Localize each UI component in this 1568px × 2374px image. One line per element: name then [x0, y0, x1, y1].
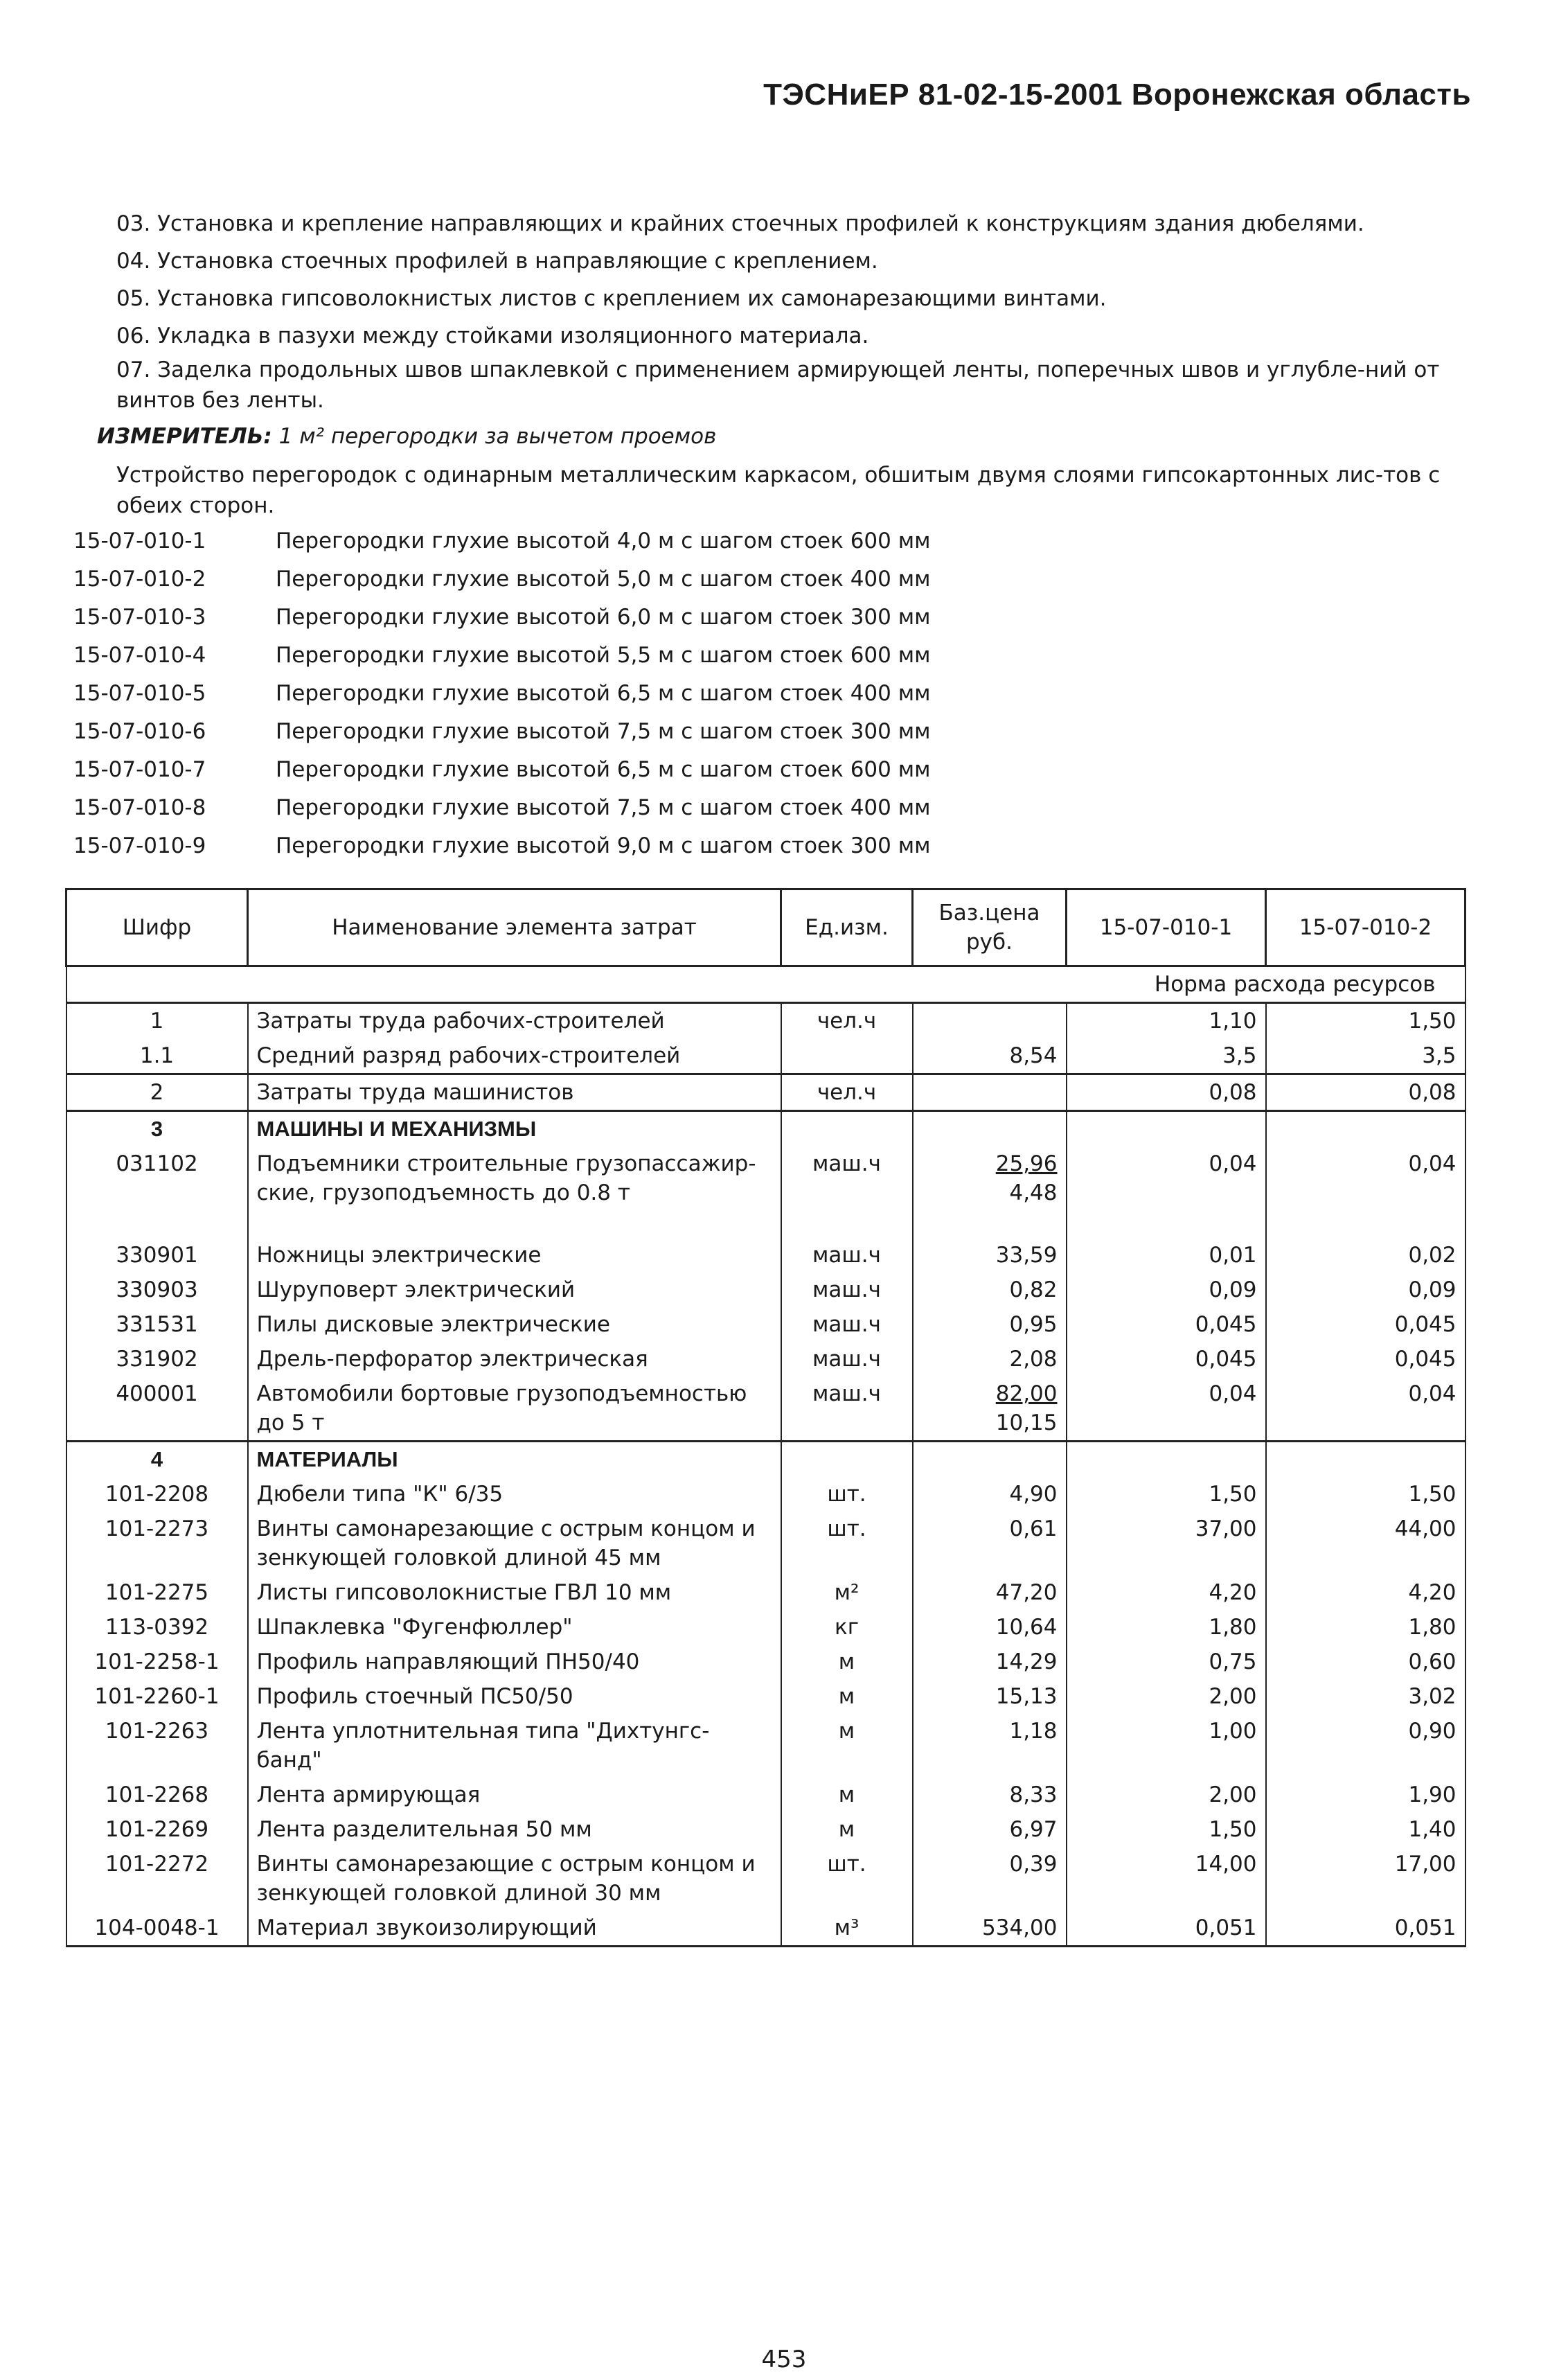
row-price: 4,90 — [913, 1477, 1067, 1512]
code-item — [73, 789, 931, 827]
header-name: Наименование элемента затрат — [248, 889, 781, 966]
code-id: 15-07-010-9 — [73, 833, 206, 858]
row-value-1: 0,08 — [1067, 1074, 1266, 1111]
row-price: 14,29 — [913, 1645, 1067, 1679]
table-row — [66, 1146, 1465, 1238]
table-row — [66, 1038, 1465, 1074]
code-id: 15-07-010-7 — [73, 757, 206, 782]
code-text: Перегородки глухие высотой 7,5 м с шагом стоек 300 мм — [276, 719, 931, 744]
row-price: 6,97 — [913, 1812, 1067, 1847]
row-code: 101-2260-1 — [66, 1679, 248, 1714]
row-code: 331902 — [66, 1342, 248, 1376]
row-value-1: 1,50 — [1067, 1812, 1266, 1847]
header-col1: 15-07-010-1 — [1067, 889, 1266, 966]
row-code: 101-2272 — [66, 1847, 248, 1911]
section-title: МАТЕРИАЛЫ — [248, 1442, 781, 1478]
work-step: 06. Укладка в пазухи между стойками изоляционного материала. — [116, 324, 869, 348]
work-steps — [116, 205, 1460, 421]
code-list — [73, 522, 931, 865]
row-value-2: 0,02 — [1266, 1238, 1465, 1273]
row-price-machinist: 10,15 — [995, 1410, 1058, 1435]
table-row — [66, 1714, 1465, 1778]
row-value-1: 0,051 — [1067, 1911, 1266, 1947]
row-price: 15,13 — [913, 1679, 1067, 1714]
code-item — [73, 713, 931, 751]
row-price-machinist: 4,48 — [1009, 1180, 1058, 1205]
row-value-1: 3,5 — [1067, 1038, 1266, 1074]
row-name: Автомобили бортовые грузоподъемностью до 5 т — [248, 1376, 781, 1442]
row-code: 330901 — [66, 1238, 248, 1273]
row-value-1: 2,00 — [1067, 1778, 1266, 1812]
section-number: 4 — [66, 1442, 248, 1478]
row-unit: чел.ч — [781, 1003, 913, 1039]
header-unit: Ед.изм. — [781, 889, 913, 966]
row-value-2: 44,00 — [1266, 1512, 1465, 1575]
row-name: Средний разряд рабочих-строителей — [248, 1038, 781, 1074]
code-id: 15-07-010-6 — [73, 719, 206, 744]
table-row — [66, 1376, 1465, 1442]
row-unit — [781, 1038, 913, 1074]
row-unit: м — [781, 1714, 913, 1778]
row-value-1: 1,80 — [1067, 1610, 1266, 1645]
work-step: 04. Установка стоечных профилей в направляющие с креплением. — [116, 249, 878, 274]
section-title: МАШИНЫ И МЕХАНИЗМЫ — [248, 1111, 781, 1147]
row-code: 101-2269 — [66, 1812, 248, 1847]
row-code: 400001 — [66, 1376, 248, 1442]
row-code: 104-0048-1 — [66, 1911, 248, 1947]
table-row — [66, 1477, 1465, 1512]
code-item — [73, 522, 931, 560]
row-name: Шпаклевка "Фугенфюллер" — [248, 1610, 781, 1645]
row-unit: маш.ч — [781, 1273, 913, 1307]
row-unit: кг — [781, 1610, 913, 1645]
row-unit: м — [781, 1778, 913, 1812]
code-text: Перегородки глухие высотой 6,5 м с шагом стоек 400 мм — [276, 681, 931, 706]
row-value-2: 0,04 — [1266, 1376, 1465, 1442]
row-unit: м — [781, 1679, 913, 1714]
row-code: 101-2263 — [66, 1714, 248, 1778]
code-item — [73, 599, 931, 637]
row-unit: м — [781, 1812, 913, 1847]
row-price: 0,39 — [913, 1847, 1067, 1911]
row-value-1: 0,04 — [1067, 1376, 1266, 1442]
table-row — [66, 1575, 1465, 1610]
table-row — [66, 1003, 1465, 1039]
row-price — [913, 1074, 1067, 1111]
row-value-2: 0,60 — [1266, 1645, 1465, 1679]
row-unit: маш.ч — [781, 1238, 913, 1273]
row-code: 101-2258-1 — [66, 1645, 248, 1679]
table-row — [66, 1812, 1465, 1847]
row-name: Винты самонарезающие с острым концом и зенкующей головкой длиной 30 мм — [248, 1847, 781, 1911]
section-row — [66, 1111, 1465, 1147]
table-row — [66, 1679, 1465, 1714]
row-value-2: 3,5 — [1266, 1038, 1465, 1074]
row-value-2: 0,90 — [1266, 1714, 1465, 1778]
code-item — [73, 637, 931, 675]
row-name: Дрель-перфоратор электрическая — [248, 1342, 781, 1376]
row-price: 0,61 — [913, 1512, 1067, 1575]
row-name: Листы гипсоволокнистые ГВЛ 10 мм — [248, 1575, 781, 1610]
row-code: 331531 — [66, 1307, 248, 1342]
row-name: Шуруповерт электрический — [248, 1273, 781, 1307]
row-code: 1.1 — [66, 1038, 248, 1074]
row-price — [913, 1003, 1067, 1039]
row-price: 2,08 — [913, 1342, 1067, 1376]
table-row — [66, 1610, 1465, 1645]
code-id: 15-07-010-4 — [73, 643, 206, 668]
row-code: 101-2208 — [66, 1477, 248, 1512]
row-price: 10,64 — [913, 1610, 1067, 1645]
row-value-2: 1,50 — [1266, 1003, 1465, 1039]
row-value-1: 1,00 — [1067, 1714, 1266, 1778]
row-name: Лента разделительная 50 мм — [248, 1812, 781, 1847]
row-price: 8,54 — [913, 1038, 1067, 1074]
row-price: 25,96 — [995, 1151, 1058, 1176]
row-unit: м³ — [781, 1911, 913, 1947]
code-id: 15-07-010-8 — [73, 795, 206, 820]
header-code: Шифр — [66, 889, 248, 966]
code-id: 15-07-010-1 — [73, 529, 206, 553]
code-item — [73, 560, 931, 599]
row-value-2: 1,50 — [1266, 1477, 1465, 1512]
row-value-1: 0,75 — [1067, 1645, 1266, 1679]
work-step: 07. Заделка продольных швов шпаклевкой с применением армирующей ленты, поперечных швов и углубле-ний от винтов без ленты. — [116, 357, 1440, 413]
row-value-1: 4,20 — [1067, 1575, 1266, 1610]
row-value-1: 2,00 — [1067, 1679, 1266, 1714]
row-price: 0,95 — [913, 1307, 1067, 1342]
row-value-1: 0,04 — [1067, 1146, 1266, 1238]
row-code: 101-2268 — [66, 1778, 248, 1812]
row-code: 2 — [66, 1074, 248, 1111]
row-code: 113-0392 — [66, 1610, 248, 1645]
row-unit: шт. — [781, 1847, 913, 1911]
row-price: 8,33 — [913, 1778, 1067, 1812]
section-number: 3 — [66, 1111, 248, 1147]
row-code: 101-2273 — [66, 1512, 248, 1575]
row-value-1: 0,01 — [1067, 1238, 1266, 1273]
section-row — [66, 1442, 1465, 1478]
row-price: 0,82 — [913, 1273, 1067, 1307]
resource-norms-table — [65, 888, 1466, 1947]
row-code: 031102 — [66, 1146, 248, 1238]
row-unit: маш.ч — [781, 1146, 913, 1238]
page-number: 453 — [761, 2346, 807, 2373]
row-value-2: 4,20 — [1266, 1575, 1465, 1610]
row-price: 1,18 — [913, 1714, 1067, 1778]
code-text: Перегородки глухие высотой 5,5 м с шагом стоек 600 мм — [276, 643, 931, 668]
row-value-1: 14,00 — [1067, 1847, 1266, 1911]
row-name: Затраты труда рабочих-строителей — [248, 1003, 781, 1039]
code-item — [73, 827, 931, 865]
row-price: 47,20 — [913, 1575, 1067, 1610]
code-text: Перегородки глухие высотой 5,0 м с шагом стоек 400 мм — [276, 567, 931, 592]
row-value-1: 1,50 — [1067, 1477, 1266, 1512]
row-price-cell — [913, 1146, 1067, 1238]
row-price: 82,00 — [995, 1381, 1058, 1406]
row-price: 534,00 — [913, 1911, 1067, 1947]
code-id: 15-07-010-2 — [73, 567, 206, 592]
row-unit: м² — [781, 1575, 913, 1610]
row-value-1: 0,045 — [1067, 1307, 1266, 1342]
row-price: 33,59 — [913, 1238, 1067, 1273]
table-row — [66, 1645, 1465, 1679]
row-value-2: 3,02 — [1266, 1679, 1465, 1714]
code-text: Перегородки глухие высотой 7,5 м с шагом стоек 400 мм — [276, 795, 931, 820]
row-name: Профиль стоечный ПС50/50 — [248, 1679, 781, 1714]
header-col2: 15-07-010-2 — [1266, 889, 1465, 966]
row-value-2: 0,045 — [1266, 1342, 1465, 1376]
row-unit: м — [781, 1645, 913, 1679]
code-id: 15-07-010-3 — [73, 605, 206, 630]
table-row — [66, 1847, 1465, 1911]
row-name: Пилы дисковые электрические — [248, 1307, 781, 1342]
row-name: Ножницы электрические — [248, 1238, 781, 1273]
row-value-2: 1,80 — [1266, 1610, 1465, 1645]
row-name: Профиль направляющий ПН50/40 — [248, 1645, 781, 1679]
measure-label: ИЗМЕРИТЕЛЬ: — [97, 424, 272, 449]
row-price-cell — [913, 1376, 1067, 1442]
row-name: Материал звукоизолирующий — [248, 1911, 781, 1947]
code-text: Перегородки глухие высотой 4,0 м с шагом стоек 600 мм — [276, 529, 931, 553]
row-code: 1 — [66, 1003, 248, 1039]
code-item — [73, 675, 931, 713]
row-unit: шт. — [781, 1512, 913, 1575]
code-text: Перегородки глухие высотой 9,0 м с шагом стоек 300 мм — [276, 833, 931, 858]
row-value-1: 0,09 — [1067, 1273, 1266, 1307]
header-price: Баз.цена руб. — [913, 889, 1067, 966]
row-unit: маш.ч — [781, 1342, 913, 1376]
row-value-2: 1,90 — [1266, 1778, 1465, 1812]
row-value-1: 37,00 — [1067, 1512, 1266, 1575]
table-row — [66, 1512, 1465, 1575]
code-item — [73, 751, 931, 789]
row-unit: маш.ч — [781, 1376, 913, 1442]
table-row — [66, 1273, 1465, 1307]
row-value-2: 0,051 — [1266, 1911, 1465, 1947]
code-id: 15-07-010-5 — [73, 681, 206, 706]
work-step: 03. Установка и крепление направляющих и крайних стоечных профилей к конструкциям здания дюбелями. — [116, 211, 1364, 236]
table-row — [66, 1778, 1465, 1812]
row-code: 101-2275 — [66, 1575, 248, 1610]
row-value-2: 0,045 — [1266, 1307, 1465, 1342]
table-row — [66, 1307, 1465, 1342]
norm-label: Норма расхода ресурсов — [66, 966, 1465, 1003]
measure-value: 1 м² перегородки за вычетом проемов — [278, 424, 717, 449]
row-code: 330903 — [66, 1273, 248, 1307]
row-value-2: 0,08 — [1266, 1074, 1465, 1111]
row-name: Подъемники строительные грузопассажир-ские, грузоподъемность до 0.8 т — [248, 1146, 781, 1238]
measure-unit — [97, 424, 716, 449]
row-name: Винты самонарезающие с острым концом и зенкующей головкой длиной 45 мм — [248, 1512, 781, 1575]
row-value-1: 0,045 — [1067, 1342, 1266, 1376]
row-value-2: 0,09 — [1266, 1273, 1465, 1307]
document-header: ТЭСНиЕР 81-02-15-2001 Воронежская область — [763, 78, 1471, 112]
work-step: 05. Установка гипсоволокнистых листов с креплением их самонарезающими винтами. — [116, 286, 1107, 311]
row-value-1: 1,10 — [1067, 1003, 1266, 1039]
code-text: Перегородки глухие высотой 6,5 м с шагом стоек 600 мм — [276, 757, 931, 782]
table-row — [66, 1342, 1465, 1376]
row-value-2: 0,04 — [1266, 1146, 1465, 1238]
code-text: Перегородки глухие высотой 6,0 м с шагом стоек 300 мм — [276, 605, 931, 630]
row-name: Лента уплотнительная типа "Дихтунгс-банд" — [248, 1714, 781, 1778]
row-unit: маш.ч — [781, 1307, 913, 1342]
row-name: Лента армирующая — [248, 1778, 781, 1812]
table-row — [66, 1074, 1465, 1111]
row-name: Затраты труда машинистов — [248, 1074, 781, 1111]
row-unit: шт. — [781, 1477, 913, 1512]
row-unit: чел.ч — [781, 1074, 913, 1111]
row-name: Дюбели типа "К" 6/35 — [248, 1477, 781, 1512]
row-value-2: 1,40 — [1266, 1812, 1465, 1847]
table-row — [66, 1911, 1465, 1947]
table-row — [66, 1238, 1465, 1273]
row-value-2: 17,00 — [1266, 1847, 1465, 1911]
section-description: Устройство перегородок с одинарным металлическим каркасом, обшитым двумя слоями гипсокартонных лис-тов с обеих сторон. — [116, 463, 1441, 518]
